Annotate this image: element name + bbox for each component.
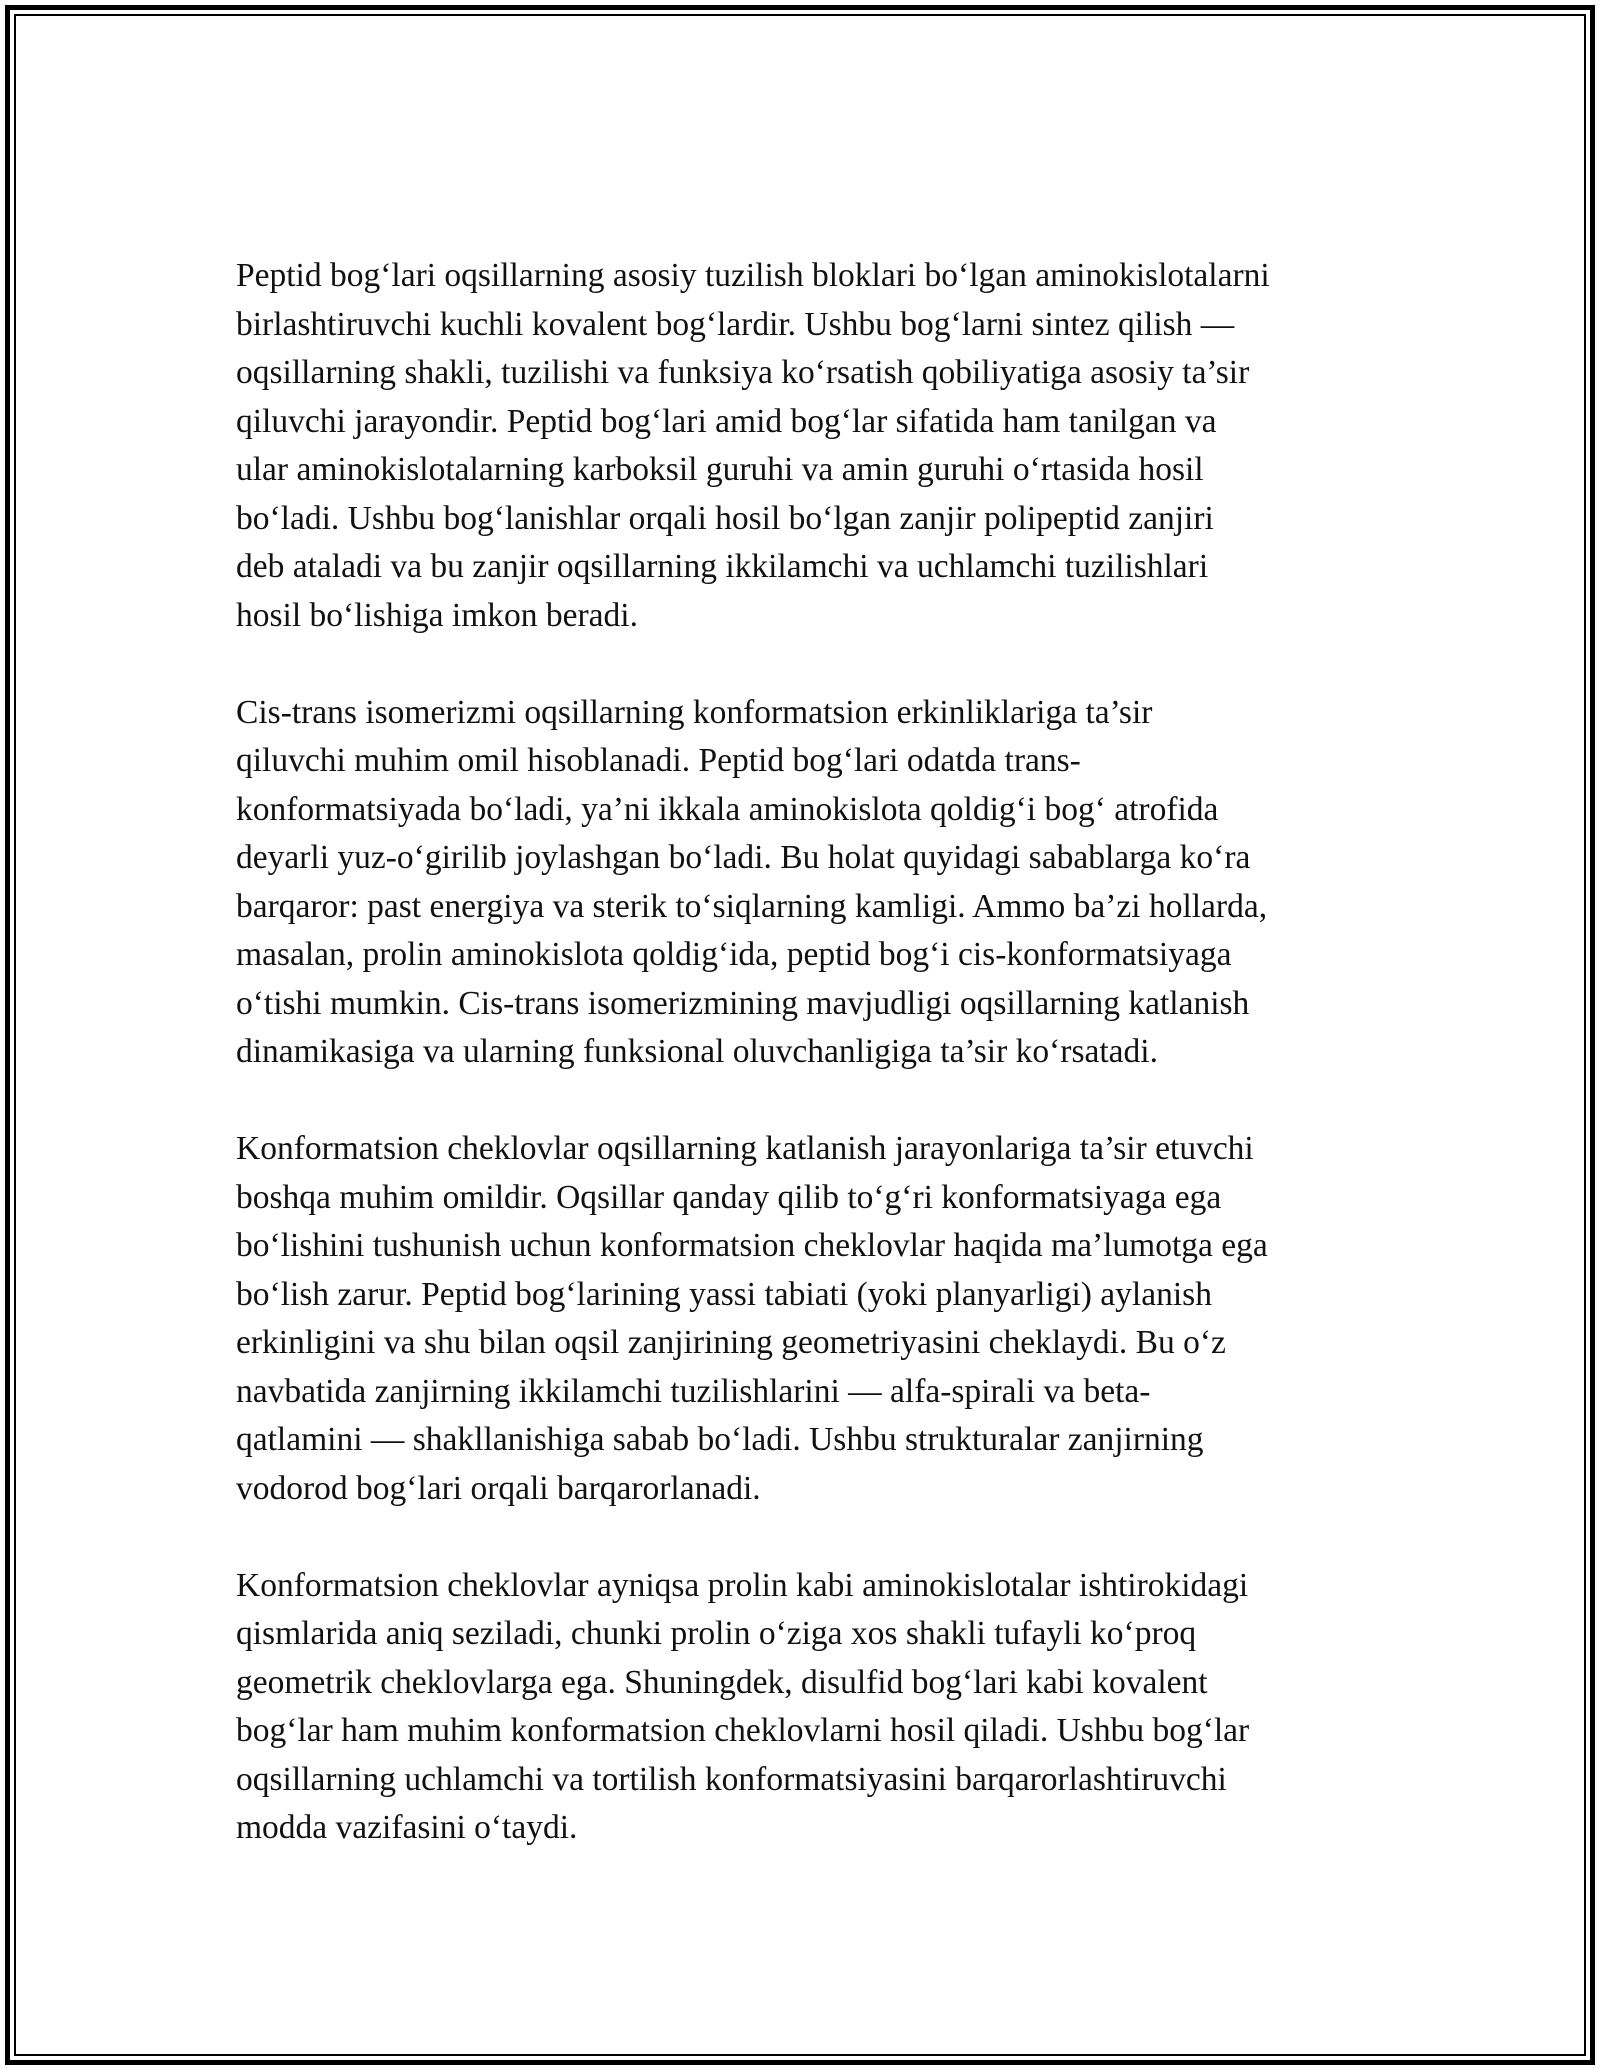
paragraph-proline-disulfide: Konformatsion cheklovlar ayniqsa prolin kabi aminokislotalar ishtirokidagi qismlarida aniq seziladi, chunki prolin o‘ziga xos shakli tufayli ko‘proq geometrik cheklovlarga ega. Shuningdek, disulfid bog‘lari kabi kovalent bog‘lar ham muhim konformatsion cheklovlarni hosil qiladi. Ushbu bog‘lar oqsillarning uchlamchi va tortilish konformatsiyasini barqarorlashtiruvchi modda vazifasini o‘taydi.: [236, 1566, 1250, 1846]
paragraph-conformational-constraints: Konformatsion cheklovlar oqsillarning katlanish jarayonlariga ta’sir etuvchi boshqa muhim omildir. Oqsillar qanday qilib to‘g‘ri konformatsiyaga ega bo‘lishini tushunish uchun konformatsion cheklovlar haqida ma’lumotga ega bo‘lish zarur. Peptid bog‘larining yassi tabiati (yoki planyarligi) aylanish erkinligini va shu bilan oqsil zanjirining geometriyasini cheklaydi. Bu o‘z navbatida zanjirning ikkilamchi tuzilishlarini — alfa-spirali va beta- qatlamini — shakllanishiga sabab bo‘ladi. Ushbu strukturalar zanjirning vodorod bog‘lari orqali barqarorlanadi.: [236, 1130, 1268, 1507]
paragraph-peptide-bonds: Peptid bog‘lari oqsillarning asosiy tuzilish bloklari bo‘lgan aminokislotalarni birlashtiruvchi kuchli kovalent bog‘lardir. Ushbu bog‘larni sintez qilish — oqsillarning shakli, tuzilishi va funksiya ko‘rsatish qobiliyatiga asosiy ta’sir qiluvchi jarayondir. Peptid bog‘lari amid bog‘lar sifatida ham tanilgan va ular aminokislotalarning karboksil guruhi va amin guruhi o‘rtasida hosil bo‘ladi. Ushbu bog‘lanishlar orqali hosil bo‘lgan zanjir polipeptid zanjiri deb ataladi va bu zanjir oqsillarning ikkilamchi va uchlamchi tuzilishlari hosil bo‘lishiga imkon beradi.: [236, 257, 1270, 634]
paragraph-cis-trans-isomerism: Cis-trans isomerizmi oqsillarning konformatsion erkinliklariga ta’sir qiluvchi muhim omil hisoblanadi. Peptid bog‘lari odatda trans- konformatsiyada bo‘ladi, ya’ni ikkala aminokislota qoldig‘i bog‘ atrofida deyarli yuz-o‘girilib joylashgan bo‘ladi. Bu holat quyidagi sabablarga ko‘ra barqaror: past energiya va sterik to‘siqlarning kamligi. Ammo ba’zi hollarda, masalan, prolin aminokislota qoldig‘ida, peptid bog‘i cis-konformatsiyaga o‘tishi mumkin. Cis-trans isomerizmining mavjudligi oqsillarning katlanish dinamikasiga va ularning funksional oluvchanligiga ta’sir ko‘rsatadi.: [236, 693, 1268, 1070]
document-body: [236, 252, 1376, 1901]
